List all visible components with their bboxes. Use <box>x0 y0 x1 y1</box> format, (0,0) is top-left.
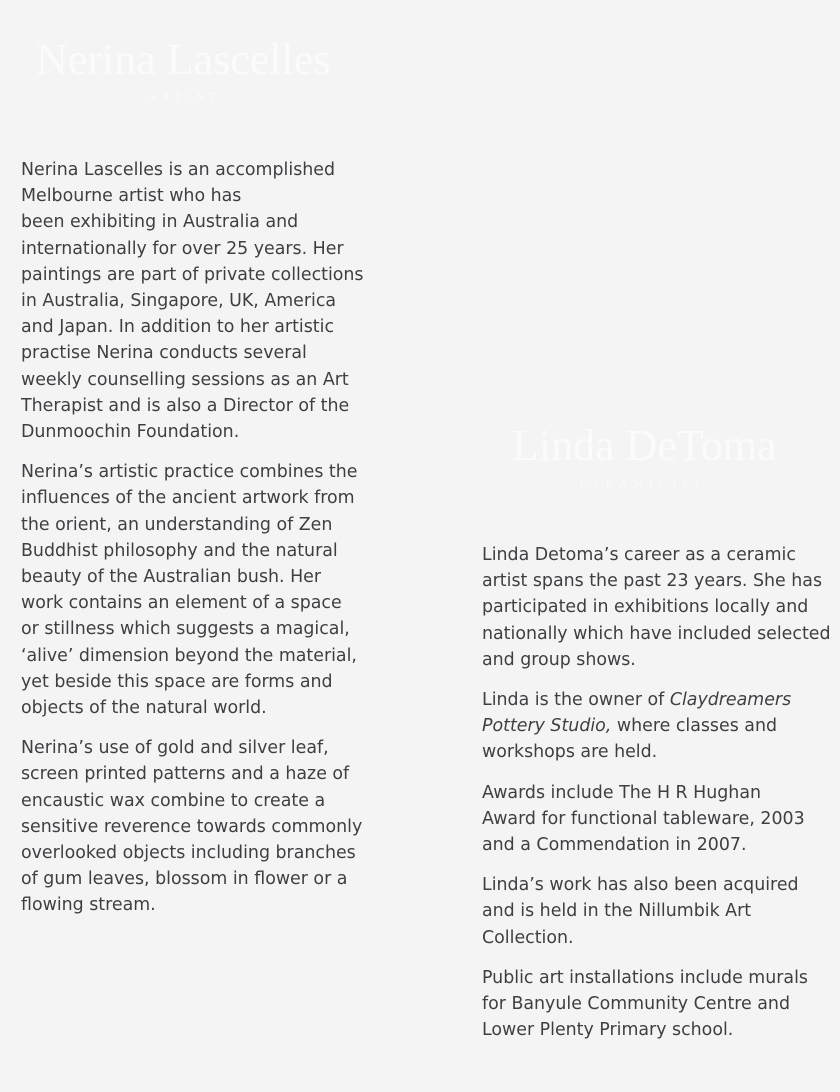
text-line: internationally for over 25 years. Her <box>21 238 344 259</box>
text-line: Collection. <box>482 927 574 948</box>
artist-role-nerina: ARTIST <box>148 91 222 103</box>
bio-paragraph <box>482 687 832 766</box>
bio-paragraph <box>482 542 832 673</box>
artist-name-linda: Linda DeToma <box>512 421 777 470</box>
text-line: screen printed patterns and a haze of <box>21 764 350 785</box>
studio-name-italic: Pottery Studio, <box>482 716 612 737</box>
text-line: Linda’s work has also been acquired <box>482 875 799 896</box>
text-line: Melbourne artist who has <box>21 186 242 207</box>
text-line: and is held in the Nillumbik Art <box>482 901 752 922</box>
text-line: Public art installations include murals <box>482 967 808 988</box>
text-line <box>482 713 832 739</box>
bio-paragraph <box>482 780 832 859</box>
bio-paragraph <box>21 735 381 918</box>
studio-name-italic: Claydreamers <box>669 690 792 711</box>
text-line: yet beside this space are forms and <box>21 671 333 692</box>
text-line: objects of the natural world. <box>21 698 267 719</box>
text-line: Award for functional tableware, 2003 <box>482 808 805 829</box>
text-line: weekly counselling sessions as an Art <box>21 369 349 390</box>
text-line: ‘alive’ dimension beyond the material, <box>21 645 357 666</box>
text-line: and a Commendation in 2007. <box>482 835 747 856</box>
text-line: practise Nerina conducts several <box>21 343 307 364</box>
text-line: in Australia, Singapore, UK, America <box>21 291 337 312</box>
text-line: Dunmoochin Foundation. <box>21 422 240 443</box>
text-line: been exhibiting in Australia and <box>21 212 299 233</box>
text-line: work contains an element of a space <box>21 593 342 614</box>
text-fragment: Linda is the owner of <box>482 690 670 711</box>
linda-bio <box>482 542 832 1057</box>
text-line <box>482 687 832 713</box>
text-line: Awards include The H R Hughan <box>482 782 762 803</box>
text-line: beauty of the Australian bush. Her <box>21 567 322 588</box>
text-line: participated in exhibitions locally and <box>482 597 809 618</box>
text-line: Buddhist philosophy and the natural <box>21 540 338 561</box>
bio-paragraph <box>482 965 832 1044</box>
text-line: encaustic wax combine to create a <box>21 790 326 811</box>
text-line: and Japan. In addition to her artistic <box>21 317 335 338</box>
text-fragment: where classes and <box>611 716 778 737</box>
nerina-bio <box>21 157 381 933</box>
text-line: nationally which have included selected <box>482 623 831 644</box>
artist-role-linda: CERAMICIST <box>580 478 707 490</box>
text-line: and group shows. <box>482 649 636 670</box>
text-line: Linda Detoma’s career as a ceramic <box>482 545 796 565</box>
text-line: of gum leaves, blossom in flower or a <box>21 869 348 890</box>
bio-paragraph <box>21 157 381 445</box>
text-line: influences of the ancient artwork from <box>21 488 355 509</box>
text-line: workshops are held. <box>482 742 658 763</box>
text-line: for Banyule Community Centre and <box>482 994 790 1015</box>
text-line: the orient, an understanding of Zen <box>21 514 333 535</box>
text-line: paintings are part of private collections <box>21 264 364 285</box>
text-line: Nerina Lascelles is an accomplished <box>21 160 336 180</box>
text-line: overlooked objects including branches <box>21 843 356 864</box>
text-line: flowing stream. <box>21 895 156 916</box>
text-line: or stillness which suggests a magical, <box>21 619 350 640</box>
bio-paragraph <box>482 872 832 951</box>
bio-paragraph <box>21 459 381 721</box>
text-line: artist spans the past 23 years. She has <box>482 571 823 592</box>
text-line: Nerina’s use of gold and silver leaf, <box>21 738 329 759</box>
artist-name-nerina: Nerina Lascelles <box>36 35 331 84</box>
text-line: Therapist and is also a Director of the <box>21 395 350 416</box>
text-line: Lower Plenty Primary school. <box>482 1020 734 1041</box>
text-line: sensitive reverence towards commonly <box>21 816 363 837</box>
text-line: Nerina’s artistic practice combines the <box>21 462 358 483</box>
